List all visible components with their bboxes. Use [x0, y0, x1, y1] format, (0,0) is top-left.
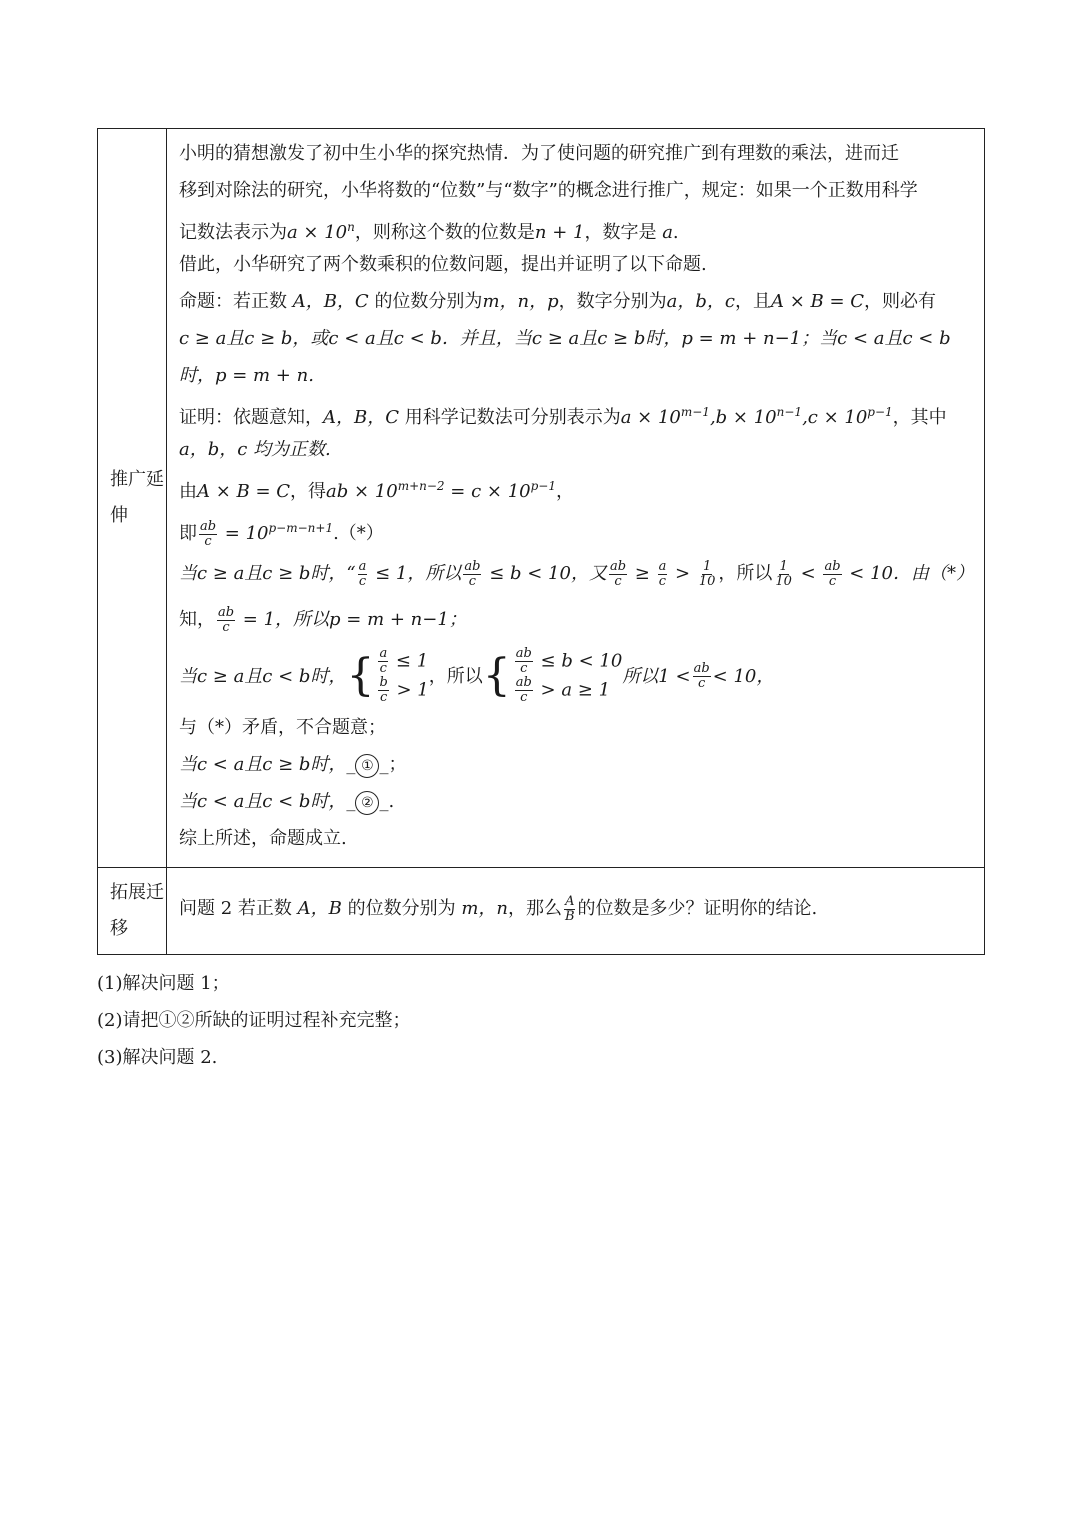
question-item: (3)解决问题 2.	[97, 1047, 218, 1068]
paragraph-line: 小明的猜想激发了初中生小华的探究热情．为了使问题的研究推广到有理数的乘法，进而迁	[178, 143, 899, 164]
proof-line: 由A × B = C，得ab × $10^{m+n-2} = c \times 10^{p-1}$，	[178, 479, 574, 502]
fraction: $\frac{ab}{c}$	[609, 558, 627, 589]
fraction: $\frac{a}{c}$	[658, 558, 667, 589]
row-extension	[98, 868, 985, 955]
label-line: 伸	[110, 505, 128, 526]
proof-line: 当c < a且c < b时，_ ② _.	[179, 783, 974, 820]
left-brace: {	[346, 650, 375, 701]
fraction: $\frac{ab}{c}$	[515, 675, 532, 705]
fraction: $\frac{ab}{c}$	[824, 558, 841, 589]
inequality-system: $\frac{a}{c}$ ≤ 1 $\frac{b}{c}$ > 1	[379, 646, 429, 705]
fraction: $\frac{b}{c}$	[379, 675, 388, 705]
row-label-generalization	[98, 129, 167, 868]
problem-2-text: 问题 2 若正数 A，B 的位数分别为 m，n，那么 $\frac{A}{B}$ 的位数是多少？证明你的结论.	[178, 893, 818, 924]
fraction: $\frac{a}{c}$	[379, 646, 388, 676]
fraction: $\frac{ab}{c}$	[217, 604, 235, 635]
fraction: $\frac{1}{10}$	[775, 558, 792, 589]
question-item: (2)请把①②所缺的证明过程补充完整；	[97, 1010, 411, 1031]
proposition-line: 命题：若正数 A，B，C 的位数分别为m，n，p，数字分别为a，b，c，且A × B = C，则必有	[178, 291, 937, 312]
extension-content	[166, 868, 984, 955]
proof-line: 证明：依题意知，A，B，C 用科学记数法可分别表示为$a \times 10^{m-1},b \times 10^{n-1},c \times 10^{p-1}$，其中	[178, 405, 947, 428]
proof-line: 当c < a且c ≥ b时，_ ① _；	[179, 746, 974, 783]
blank-marker-2: ②	[355, 791, 379, 815]
proof-line: 当c ≥ a且c ≥ b时，“ $\frac{a}{c}$ ≤ 1，所以 $\frac{ab}{c}$ ≤ b < 10，又 $\frac{ab}{c}$ ≥ $\frac{a}{c}$ > $\frac{1}{10}$ ，所以 $\frac{1}{10}$ < $\frac{ab}{c}$ < 10．由（*）	[178, 558, 974, 589]
proposition-line: c ≥ a且c ≥ b，或c < a且c < b．并且，当c ≥ a且c ≥ b时，p = m + n−1；当c < a且c < b	[178, 328, 951, 349]
fraction: $\frac{ab}{c}$	[693, 660, 710, 691]
blank-marker-1: ①	[355, 754, 379, 778]
problem-table	[97, 128, 985, 955]
proof-line-system: 当c ≥ a且c < b时， { $\frac{a}{c}$ ≤ 1 $\frac{b}{c}$ > 1 ，所以 { $\frac{ab}{c}$ ≤ b < 10 $\frac{ab}{c}$ > a ≥ 1 所以1 < $\frac{ab}{c}$ < 10，	[178, 646, 775, 705]
paragraph-line: 移到对除法的研究，小华将数的“位数”与“数字”的概念进行推广，规定：如果一个正数用科学	[178, 180, 918, 201]
fraction: $\frac{ab}{c}$	[464, 558, 481, 589]
proof-line: a，b，c 均为正数.	[178, 439, 331, 460]
proof-line: 即 $\frac{ab}{c}$ = $10^{p-m-n+1}.(*)$	[178, 518, 384, 549]
row-label-extension	[98, 868, 167, 955]
question-list	[97, 965, 411, 1076]
proof-line: 知， $\frac{ab}{c}$ = 1，所以p = m + n−1；	[178, 604, 467, 635]
proposition-line: 时，p = m + n.	[178, 365, 314, 386]
generalization-content	[166, 129, 984, 868]
proof-line: 与（*）矛盾，不合题意；	[178, 717, 386, 738]
fraction: $\frac{ab}{c}$	[515, 646, 532, 676]
label-line: 推广延	[110, 469, 164, 490]
fraction: $\frac{A}{B}$	[564, 893, 575, 924]
paragraph-line: 记数法表示为$a \times 10^n$，则称这个数的位数是n + 1，数字是 a.	[178, 220, 679, 243]
fraction: $\frac{ab}{c}$	[199, 518, 217, 549]
fraction: $\frac{1}{10}$	[698, 558, 716, 589]
inequality-system: $\frac{ab}{c}$ ≤ b < 10 $\frac{ab}{c}$ > a ≥ 1	[515, 646, 623, 705]
question-item: (1)解决问题 1；	[97, 973, 230, 994]
row-generalization	[98, 129, 985, 868]
fraction: $\frac{a}{c}$	[358, 558, 367, 589]
left-brace: {	[482, 650, 511, 701]
paragraph-line: 借此，小华研究了两个数乘积的位数问题，提出并证明了以下命题.	[178, 254, 707, 275]
proof-line: 综上所述，命题成立.	[178, 828, 347, 849]
label-line: 移	[110, 918, 128, 939]
label-line: 拓展迁	[110, 882, 164, 903]
